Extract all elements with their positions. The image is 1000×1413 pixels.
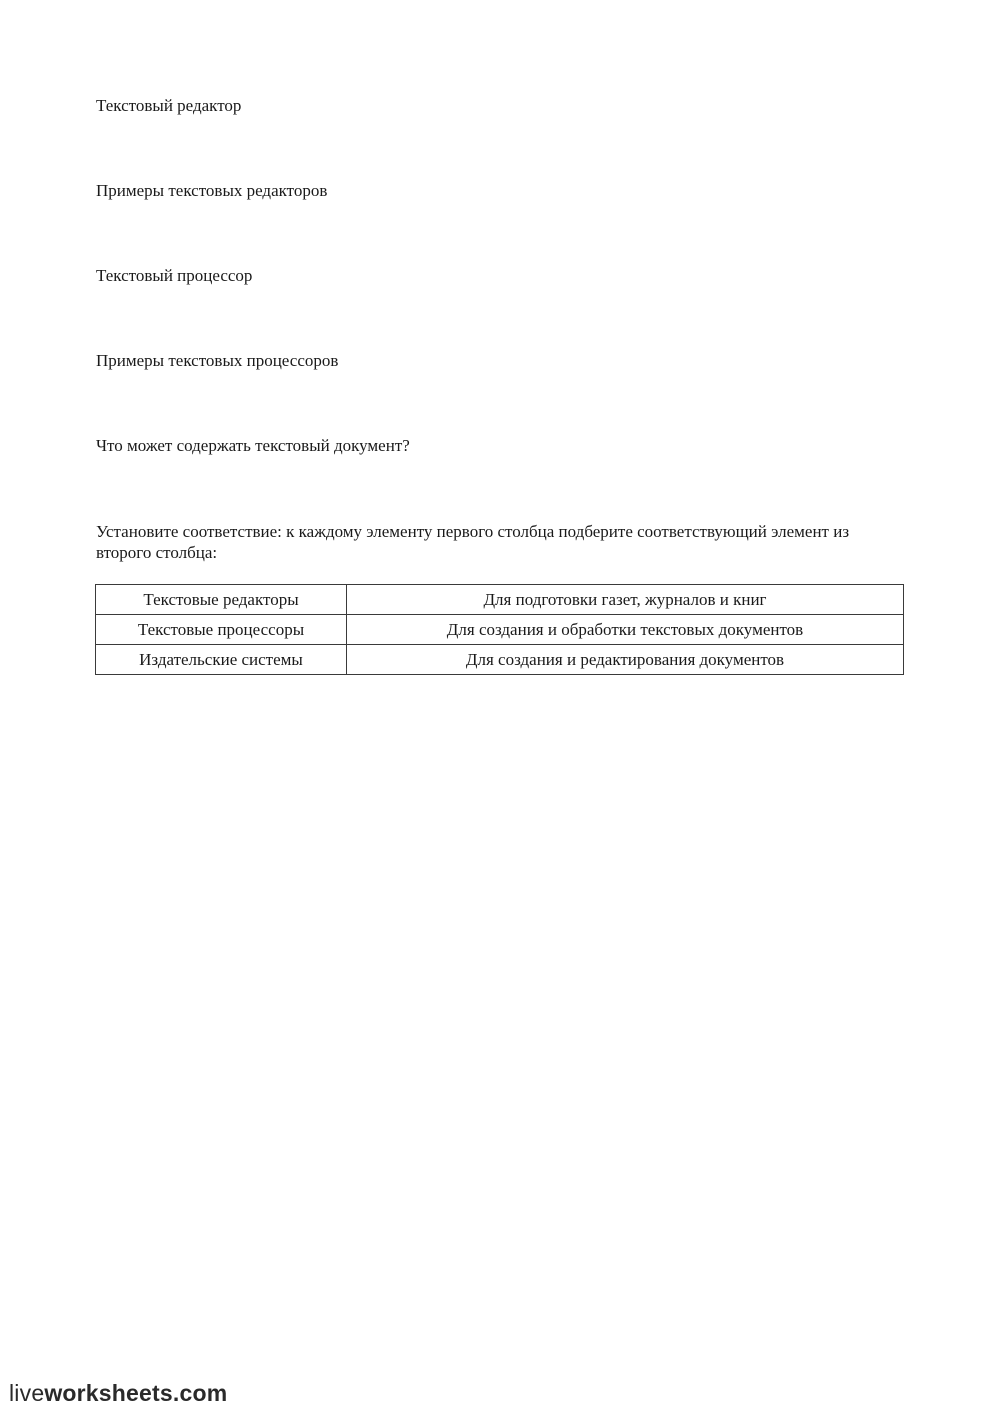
table-cell-term: Текстовые процессоры	[96, 615, 347, 645]
logo-bold-text: worksheets.com	[44, 1380, 228, 1406]
table-cell-definition: Для подготовки газет, журналов и книг	[347, 585, 904, 615]
prompt-text-editor: Текстовый редактор	[96, 96, 242, 115]
table-cell-definition: Для создания и обработки текстовых документов	[347, 615, 904, 645]
prompt-word-processor-examples: Примеры текстовых процессоров	[96, 351, 339, 370]
table-cell-term: Издательские системы	[96, 645, 347, 675]
prompt-word-processor: Текстовый процессор	[96, 266, 253, 285]
prompt-document-contents: Что может содержать текстовый документ?	[96, 436, 410, 455]
liveworksheets-logo	[9, 1380, 227, 1407]
table-row	[96, 585, 904, 615]
table-row	[96, 645, 904, 675]
matching-instruction: Установите соответствие: к каждому элементу первого столбца подберите соответствующий элемент из второго столбца:	[96, 522, 850, 562]
prompt-text-editor-examples: Примеры текстовых редакторов	[96, 181, 328, 200]
table-cell-definition: Для создания и редактирования документов	[347, 645, 904, 675]
table-cell-term: Текстовые редакторы	[96, 585, 347, 615]
table-row	[96, 615, 904, 645]
matching-table	[95, 584, 904, 675]
logo-light-text: live	[9, 1380, 45, 1406]
